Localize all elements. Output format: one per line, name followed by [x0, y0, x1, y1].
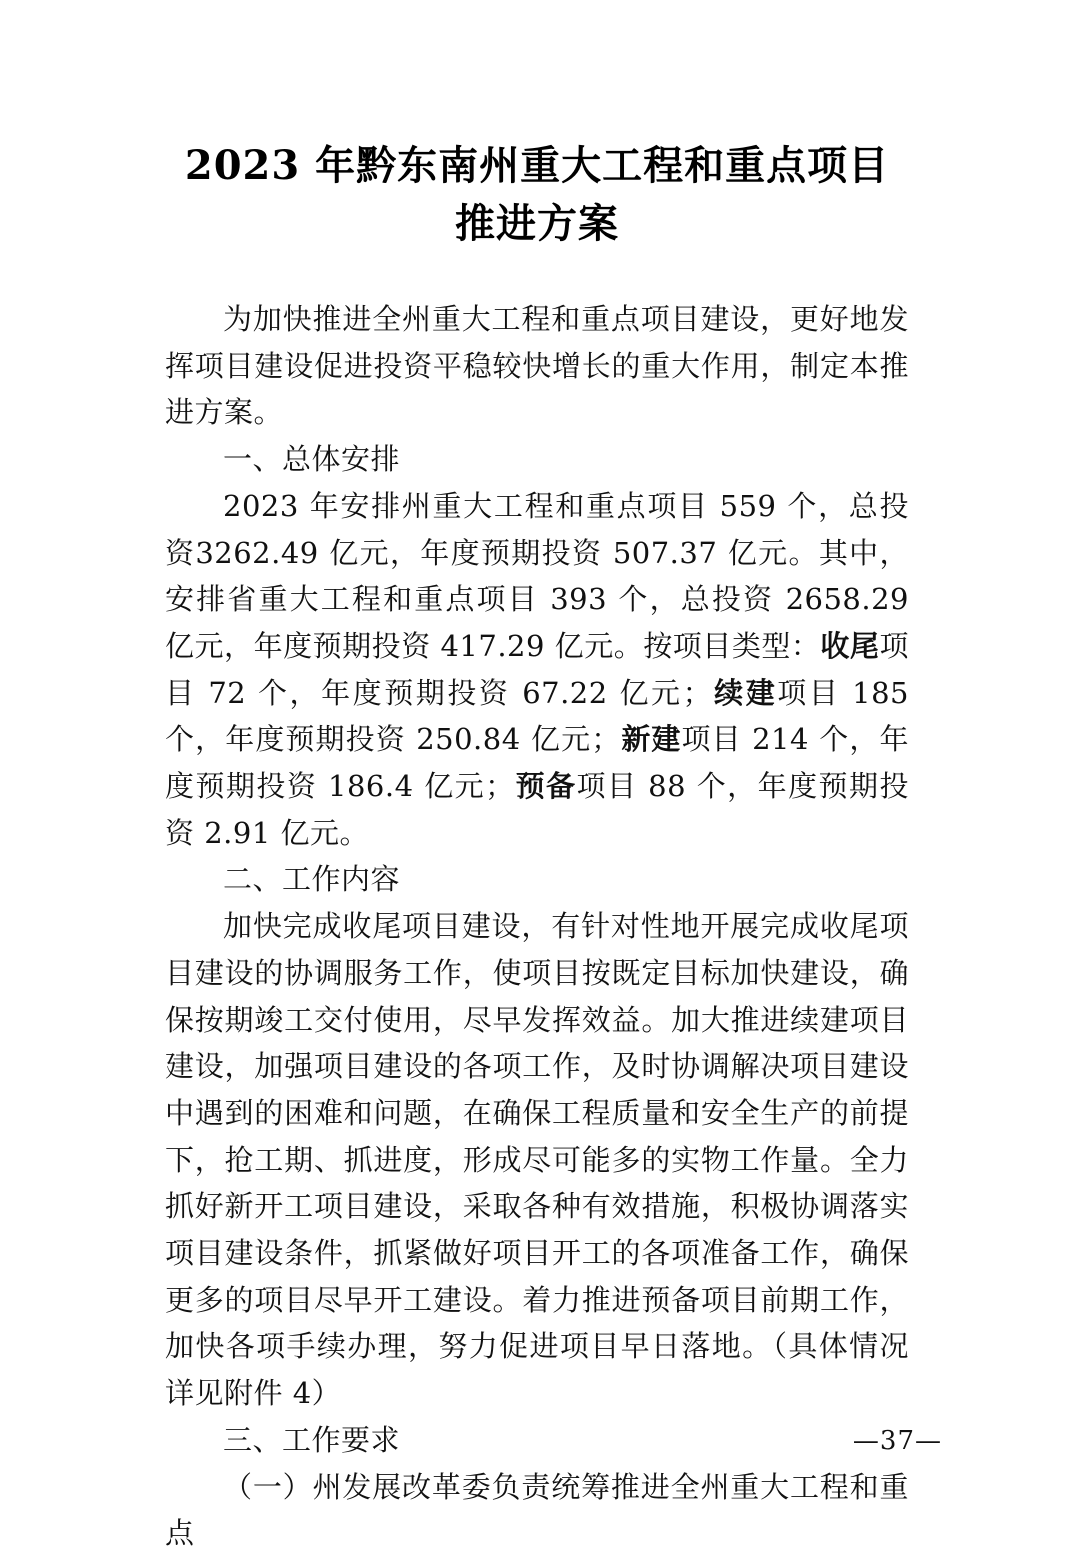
section1-text-e: 项目 88 个，年度预期投资 2.91 亿元。: [165, 769, 909, 850]
document-title-line2: 推进方案: [455, 200, 619, 247]
page-number: —37—: [852, 1426, 942, 1456]
keyword-continued: 续建: [712, 675, 778, 710]
section1-paragraph: [165, 483, 909, 857]
keyword-wrap-up: 收尾: [820, 628, 880, 663]
section3-heading: 三、工作要求: [223, 1422, 401, 1457]
section1-text-a: 2023 年安排州重大工程和重点项目 559 个，总投资3262.49 亿元，年度预期投资 507.37 亿元。其中，安排省重大工程和重点项目 393 个，总投资 2658.29 亿元，年度预期投资 417.29 亿元。按项目类型：: [165, 488, 909, 663]
keyword-reserve: 预备: [514, 769, 577, 804]
section2-paragraph: 加快完成收尾项目建设，有针对性地开展完成收尾项目建设的协调服务工作，使项目按既定目标加快建设，确保按期竣工交付使用，尽早发挥效益。加大推进续建项目建设，加强项目建设的各项工作，及时协调解决项目建设中遇到的困难和问题，在确保工程质量和安全生产的前提下，抢工期、抓进度，形成尽可能多的实物工作量。全力抓好新开工项目建设，采取各种有效措施，积极协调落实项目建设条件，抓紧做好项目开工的各项准备工作，确保更多的项目尽早开工建设。着力推进预备项目前期工作，加快各项手续办理，努力促进项目早日落地。（具体情况详见附件 4）: [165, 909, 909, 1411]
section1-text-d: 项目 214 个，年度预期投资 186.4 亿元；: [165, 722, 909, 804]
document-title-line1: 2023 年黔东南州重大工程和重点项目: [184, 142, 890, 189]
section2-heading: 二、工作内容: [223, 862, 401, 897]
section1-text-c: 项目 185 个，年度预期投资 250.84 亿元；: [165, 675, 909, 757]
keyword-new: 新建: [620, 722, 682, 757]
section3-paragraph: （一）州发展改革委负责统筹推进全州重大工程和重点: [165, 1469, 909, 1551]
section1-heading: 一、总体安排: [223, 442, 401, 477]
section1-text-b: 项目 72 个，年度预期投资 67.22 亿元；: [165, 628, 909, 710]
intro-paragraph: 为加快推进全州重大工程和重点项目建设，更好地发挥项目建设促进投资平稳较快增长的重大作用，制定本推进方案。: [165, 302, 909, 430]
document-body: [165, 296, 909, 1557]
